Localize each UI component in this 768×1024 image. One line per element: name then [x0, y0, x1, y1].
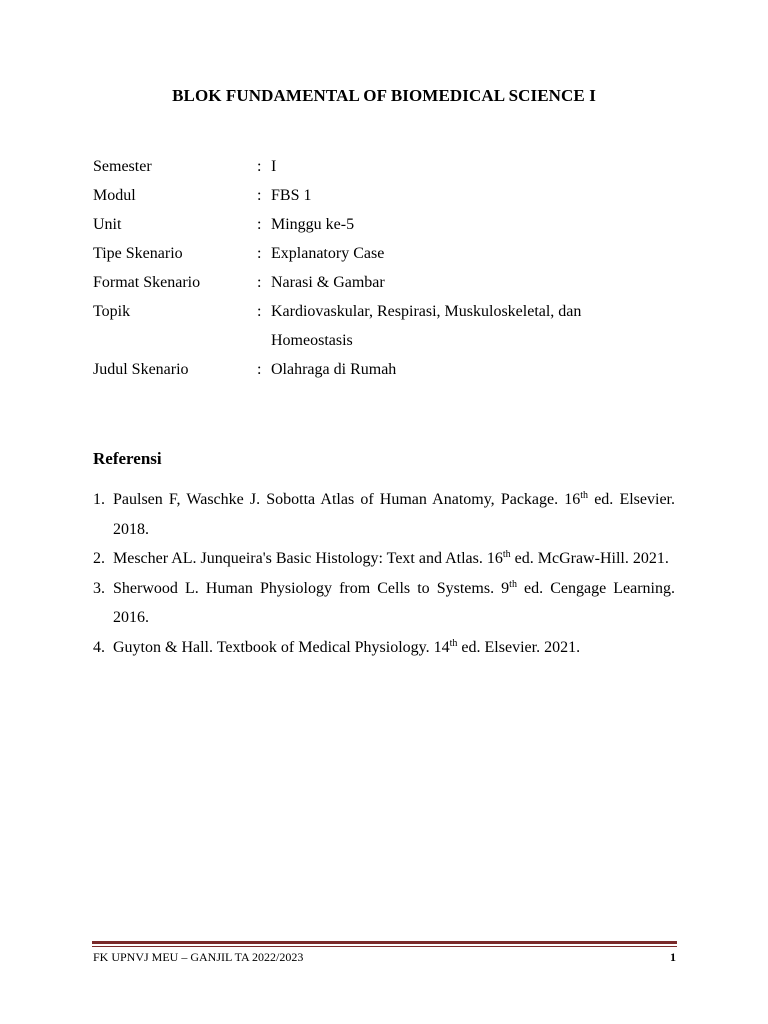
reference-text-main: Guyton & Hall. Textbook of Medical Physiology. 14	[113, 638, 450, 656]
field-separator: :	[257, 274, 262, 291]
reference-text	[113, 574, 675, 633]
field-label: Unit	[93, 216, 122, 233]
reference-number: 3.	[93, 579, 105, 597]
references-list	[93, 485, 675, 662]
field-value: Olahraga di Rumah	[271, 361, 397, 378]
field-row-judul-skenario	[93, 355, 671, 384]
field-row-semester	[93, 152, 671, 181]
field-value: I	[271, 158, 277, 175]
reference-superscript: th	[509, 578, 517, 590]
reference-superscript: th	[502, 549, 511, 560]
references-heading: Referensi	[93, 449, 162, 468]
reference-text	[113, 544, 675, 574]
reference-number: 1.	[93, 491, 105, 508]
field-value: Explanatory Case	[271, 245, 385, 262]
field-value-continuation: Homeostasis	[271, 332, 353, 349]
field-row-tipe-skenario	[93, 239, 671, 268]
reference-number: 4.	[93, 638, 105, 656]
reference-superscript: th	[580, 490, 589, 501]
field-row-unit	[93, 210, 671, 239]
field-separator: :	[257, 303, 262, 320]
field-row-topik-continuation	[93, 326, 671, 355]
reference-text-rest: ed. McGraw-Hill. 2021.	[510, 550, 669, 567]
field-label: Topik	[93, 303, 131, 320]
footer-divider-thin	[92, 946, 677, 947]
field-label-empty	[93, 326, 257, 355]
field-separator: :	[257, 187, 262, 204]
field-separator: :	[257, 216, 262, 233]
field-value: Minggu ke-5	[271, 216, 355, 233]
reference-number: 2.	[93, 550, 105, 567]
field-label: Semester	[93, 158, 152, 175]
field-label: Judul Skenario	[93, 361, 189, 378]
reference-item	[93, 633, 675, 663]
field-separator: :	[257, 158, 262, 175]
field-separator: :	[257, 245, 262, 262]
field-label: Modul	[93, 187, 136, 204]
reference-text-rest: ed. Elsevier. 2018.	[113, 491, 675, 538]
field-separator: :	[257, 361, 262, 378]
page-number: 1	[670, 950, 676, 964]
reference-text-rest: ed. Elsevier. 2021.	[457, 638, 581, 656]
scenario-info-table	[93, 152, 671, 384]
field-row-topik	[93, 297, 671, 326]
field-label: Tipe Skenario	[93, 245, 183, 262]
reference-text-main: Mescher AL. Junqueira's Basic Histology: Text and Atlas. 16	[113, 550, 503, 567]
field-separator-empty	[257, 326, 271, 355]
reference-text-main: Sherwood L. Human Physiology from Cells to Systems. 9	[113, 579, 510, 597]
footer-divider-thick	[92, 941, 677, 944]
field-row-modul	[93, 181, 671, 210]
footer-text: FK UPNVJ MEU – GANJIL TA 2022/2023	[93, 950, 304, 964]
reference-item	[93, 574, 675, 633]
reference-text-rest: ed. Cengage Learning. 2016.	[113, 579, 676, 626]
reference-text	[113, 633, 675, 663]
field-label: Format Skenario	[93, 274, 201, 291]
field-value: Kardiovaskular, Respirasi, Muskuloskeletal, dan	[271, 303, 582, 320]
reference-superscript: th	[449, 637, 458, 649]
reference-text-main: Paulsen F, Waschke J. Sobotta Atlas of Human Anatomy, Package. 16	[113, 491, 581, 508]
reference-text	[113, 485, 675, 544]
field-row-format-skenario	[93, 268, 671, 297]
field-value: Narasi & Gambar	[271, 274, 385, 291]
reference-item	[93, 544, 675, 574]
reference-item	[93, 485, 675, 544]
field-value: FBS 1	[271, 187, 312, 204]
document-title: BLOK FUNDAMENTAL OF BIOMEDICAL SCIENCE I	[172, 86, 596, 105]
